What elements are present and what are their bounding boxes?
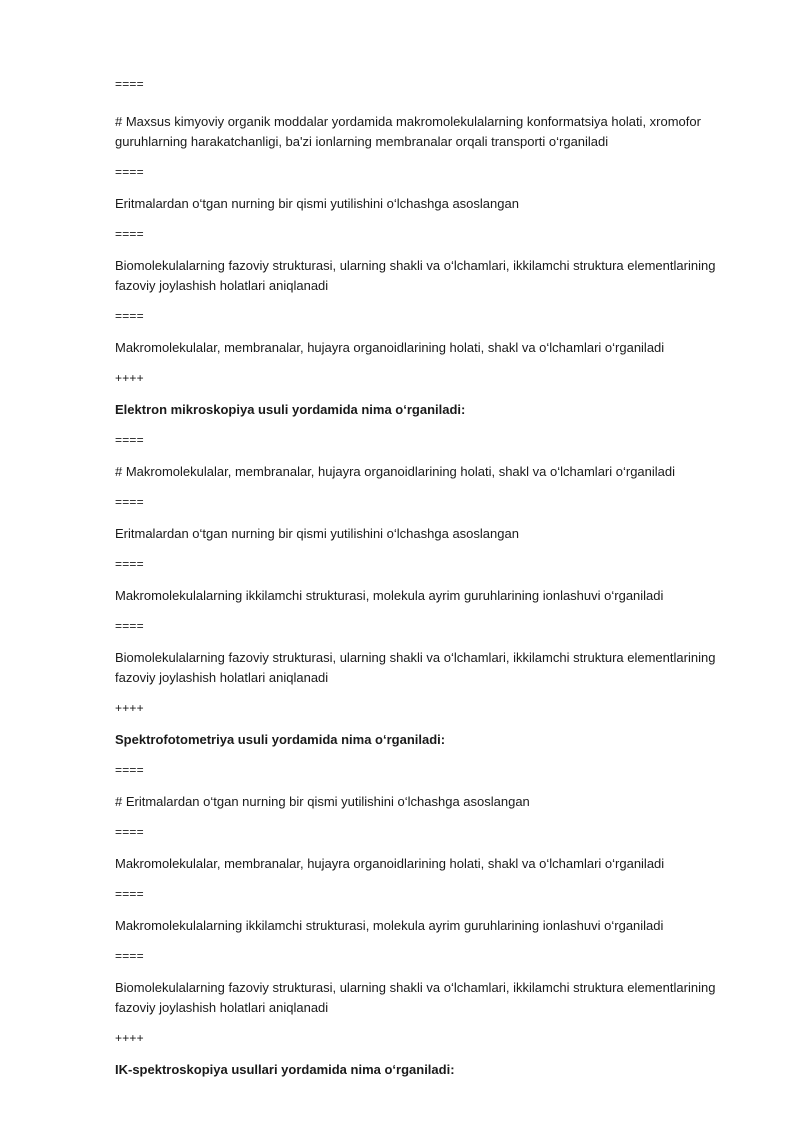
separator: ====: [115, 557, 144, 571]
separator: ====: [115, 165, 144, 179]
question-text: Elektron mikroskopiya usuli yordamida nima o‘rganiladi:: [115, 402, 466, 417]
separator: ====: [115, 887, 144, 901]
answer-option: Biomolekulalarning fazoviy strukturasi, ularning shakli va o‘lchamlari, ikkilamchi struktura elementlarining fazoviy joylashish holatlari aniqlanadi: [115, 258, 716, 293]
answer-option: Makromolekulalarning ikkilamchi strukturasi, molekula ayrim guruhlarining ionlashuvi o‘rganiladi: [115, 588, 664, 603]
separator: ====: [115, 227, 144, 241]
answer-option: Eritmalardan o‘tgan nurning bir qismi yutilishini o‘lchashga asoslangan: [115, 526, 519, 541]
separator: ====: [115, 825, 144, 839]
answer-option: Makromolekulalar, membranalar, hujayra organoidlarining holati, shakl va o‘lchamlari o‘rganiladi: [115, 856, 665, 871]
question-text: IK-spektroskopiya usullari yordamida nima o‘rganiladi:: [115, 1062, 455, 1077]
question-separator: ++++: [115, 371, 144, 385]
document-body: [115, 76, 745, 1080]
answer-option-correct: # Eritmalardan o‘tgan nurning bir qismi yutilishini o‘lchashga asoslangan: [115, 794, 530, 809]
answer-option: Makromolekulalarning ikkilamchi strukturasi, molekula ayrim guruhlarining ionlashuvi o‘rganiladi: [115, 918, 664, 933]
question-separator: ++++: [115, 1031, 144, 1045]
answer-option: Makromolekulalar, membranalar, hujayra organoidlarining holati, shakl va o‘lchamlari o‘rganiladi: [115, 340, 665, 355]
answer-option-correct: # Makromolekulalar, membranalar, hujayra organoidlarining holati, shakl va o‘lchamlari o‘rganiladi: [115, 464, 676, 479]
answer-option: Biomolekulalarning fazoviy strukturasi, ularning shakli va o‘lchamlari, ikkilamchi struktura elementlarining fazoviy joylashish holatlari aniqlanadi: [115, 980, 716, 1015]
answer-option: Biomolekulalarning fazoviy strukturasi, ularning shakli va o‘lchamlari, ikkilamchi struktura elementlarining fazoviy joylashish holatlari aniqlanadi: [115, 650, 716, 685]
question-text: Spektrofotometriya usuli yordamida nima o‘rganiladi:: [115, 732, 446, 747]
separator: ====: [115, 495, 144, 509]
separator: ====: [115, 77, 144, 91]
question-separator: ++++: [115, 701, 144, 715]
separator: ====: [115, 763, 144, 777]
separator: ====: [115, 309, 144, 323]
answer-option: Eritmalardan o‘tgan nurning bir qismi yutilishini o‘lchashga asoslangan: [115, 196, 519, 211]
separator: ====: [115, 949, 144, 963]
answer-option-correct: # Maxsus kimyoviy organik moddalar yordamida makromolekulalarning konformatsiya holati, xromofor guruhlarning harakatchanligi, ba'zi ionlarning membranalar orqali transporti o‘rganiladi: [115, 114, 701, 149]
separator: ====: [115, 433, 144, 447]
separator: ====: [115, 619, 144, 633]
